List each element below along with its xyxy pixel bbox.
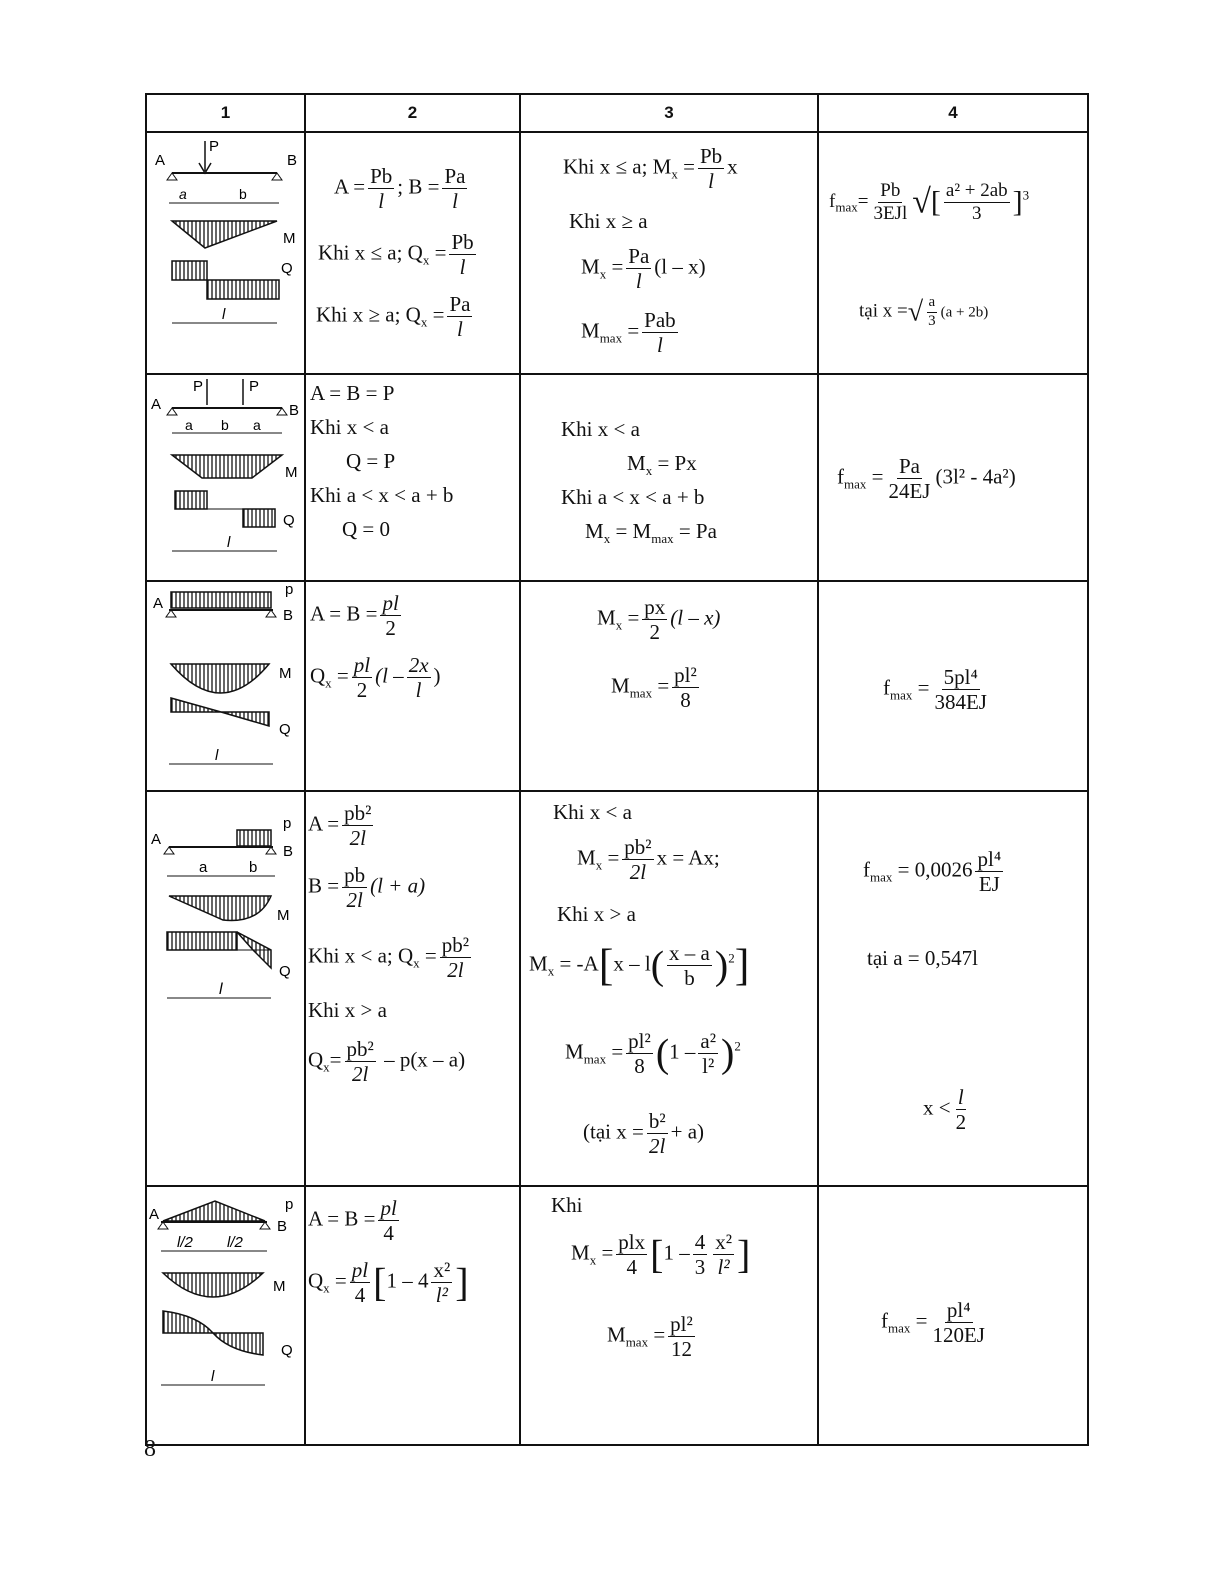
diagram-cell <box>146 581 305 791</box>
segment-b-label: b <box>221 417 229 433</box>
support-b-label: B <box>277 1218 288 1235</box>
moment-max-formula: $M_{max}$ = $\frac{\text{Pab}}{l}$ <box>581 308 676 358</box>
shear-formula: $Q_x$ = $\frac{pl}{4}$ [1 – 4 $\frac{\text{x²}}{\text{l²}}$ ] <box>308 1258 469 1308</box>
header-col2: 2 <box>305 94 520 132</box>
segment-a2-label: a <box>253 417 261 433</box>
length-label: l <box>222 306 226 323</box>
shear-formula-1: Q = P <box>346 449 396 473</box>
table-header <box>146 94 1088 132</box>
shear-condition-1: Khi x < a <box>310 415 389 439</box>
reactions-cell <box>305 374 520 581</box>
shear-formula-2: Q = 0 <box>342 517 391 541</box>
header-col4: 4 <box>818 94 1088 132</box>
beam-diagram-partial-uniform-load <box>147 792 304 1180</box>
moment-cell <box>520 581 818 791</box>
segment-a-label: a <box>179 186 187 202</box>
moment-cell <box>520 374 818 581</box>
moment-formula-2: $M_x = M_{max} = Pa$ <box>585 519 717 547</box>
beam-formula-sheet <box>145 93 1083 1413</box>
moment-condition-2: Khi x > a <box>557 902 636 926</box>
length-label: l <box>211 1368 215 1385</box>
moment-max-formula: $M_{max}$ = $\frac{\text{pl²}}{8}$ <box>611 663 697 713</box>
segment-b-label: b <box>239 186 247 202</box>
moment-formula-2: $M_x$ = $\frac{Pa}{l}$ (l – x) <box>581 244 706 294</box>
shear-formula-2: $Q_x=$ $\frac{\text{pb²}}{2l}$ – p(x – a) <box>308 1037 466 1087</box>
support-a-label: A <box>149 1206 160 1223</box>
table-row <box>146 581 1088 791</box>
segment-1-label: l/2 <box>177 1234 193 1251</box>
load-p-label: P <box>209 138 220 155</box>
beam-diagram-uniform-load <box>147 582 304 785</box>
support-a-label: A <box>155 152 166 169</box>
reaction-formula: A = $\frac{Pb}{l}$ ; B = $\frac{Pa}{l}$ <box>334 164 466 214</box>
beam-diagram-two-point-loads <box>147 375 304 575</box>
page-number: 8 <box>144 1436 156 1462</box>
shear-formula: $Q_x$ = $\frac{pl}{2}$ (l – $\frac{2x}{l}$ ) <box>310 653 441 703</box>
reaction-formula: A = B = $\frac{pl}{2}$ <box>310 591 399 641</box>
deflection-cell <box>818 132 1088 374</box>
reaction-b-formula: B = $\frac{pb}{2l}$ (l + a) <box>308 863 426 913</box>
deflection-location: tại x =√ $\frac{a}{3}$ (a + 2b) <box>859 294 989 329</box>
moment-label: M <box>277 907 290 924</box>
deflection-formula: $f_{max}=$ $\frac{Pb}{\text{3EJl}}$ √[ $\frac{\text{a² + 2ab}}{3}$ ]$^3$ <box>829 180 1030 224</box>
reactions-cell <box>305 1186 520 1445</box>
support-b-label: B <box>289 402 300 419</box>
moment-condition-1: Khi x < a <box>561 417 640 441</box>
moment-formula-1: $M_x = Px$ <box>627 451 697 479</box>
shear-condition-2: Khi a < x < a + b <box>310 483 454 507</box>
deflection-formula: $f_{max}$ = $\frac{\text{5pl⁴}}{384EJ}$ <box>883 665 987 715</box>
shear-condition-2: Khi x > a <box>308 998 387 1022</box>
moment-label: M <box>285 464 298 481</box>
moment-cell <box>520 132 818 374</box>
load-p2-label: P <box>249 378 260 395</box>
deflection-formula: $f_{max} = 0,0026$ $\frac{\text{pl⁴}}{EJ}$ <box>863 847 1002 897</box>
deflection-cell <box>818 791 1088 1186</box>
moment-formula-2: $M_x = -A[x - l$( $\frac{x - a}{b}$ )$^2$] <box>529 940 750 991</box>
reactions-cell <box>305 581 520 791</box>
support-b-label: B <box>283 607 294 624</box>
shear-formula-1: Khi x < a; $Q_x$ = $\frac{\text{pb²}}{2l}$ <box>308 933 470 983</box>
moment-label: M <box>279 665 292 682</box>
shear-label: Q <box>283 512 295 529</box>
table-row <box>146 1186 1088 1445</box>
moment-formula: $M_x$ = $\frac{\text{plx}}{4}$ [1 – $\frac{4}{3}$ $\frac{\text{x²}}{\text{l²}}$ ] <box>571 1230 751 1280</box>
reactions-cell <box>305 791 520 1186</box>
deflection-cell <box>818 581 1088 791</box>
moment-condition-2: Khi x ≥ a <box>569 209 648 233</box>
length-label: l <box>227 534 231 551</box>
beam-formula-table <box>145 93 1089 1446</box>
shear-label: Q <box>281 260 293 277</box>
moment-label: M <box>273 1278 286 1295</box>
deflection-condition: x < $\frac{l}{2}$ <box>923 1085 967 1135</box>
shear-label: Q <box>279 963 291 980</box>
reaction-formula: A = B = $\frac{pl}{4}$ <box>308 1196 397 1246</box>
reactions-cell <box>305 132 520 374</box>
table-row <box>146 132 1088 374</box>
load-p1-label: P <box>193 378 204 395</box>
header-col1: 1 <box>146 94 305 132</box>
moment-condition: Khi <box>551 1193 583 1217</box>
moment-formula-1: $M_x$ = $\frac{\text{pb²}}{2l}$ x = Ax; <box>577 835 720 885</box>
deflection-cell <box>818 1186 1088 1445</box>
table-row <box>146 374 1088 581</box>
support-b-label: B <box>287 152 298 169</box>
load-p-label: p <box>285 582 294 598</box>
reaction-a-formula: A = $\frac{\text{pb²}}{2l}$ <box>308 801 372 851</box>
moment-label: M <box>283 230 296 247</box>
segment-b-label: b <box>249 859 258 876</box>
support-b-label: B <box>283 843 294 860</box>
moment-max-formula: $M_{max}$ = $\frac{\text{pl²}}{12}$ <box>607 1312 693 1362</box>
support-a-label: A <box>151 831 162 848</box>
segment-a-label: a <box>199 859 208 876</box>
load-p-label: p <box>285 1196 294 1213</box>
moment-max-formula: $M_{max}$ = $\frac{\text{pl²}}{8}$ (1 – $\frac{\text{a²}}{\text{l²}}$ )$^2$ <box>565 1029 741 1079</box>
shear-label: Q <box>279 721 291 738</box>
moment-cell <box>520 791 818 1186</box>
support-a-label: A <box>153 595 164 612</box>
header-col3: 3 <box>520 94 818 132</box>
segment-a-label: a <box>185 417 193 433</box>
deflection-location: tại a = 0,547l <box>867 946 978 970</box>
beam-diagram-triangular-load <box>147 1187 304 1439</box>
deflection-formula: $f_{max}$ = $\frac{\text{pl⁴}}{120EJ}$ <box>881 1298 985 1348</box>
moment-formula: $M_x$ = $\frac{px}{2}$ (l – x) <box>597 595 721 645</box>
diagram-cell <box>146 1186 305 1445</box>
table-row <box>146 791 1088 1186</box>
shear-label: Q <box>281 1342 293 1359</box>
diagram-cell <box>146 791 305 1186</box>
diagram-cell <box>146 132 305 374</box>
moment-max-location: (tại x = $\frac{\text{b²}}{2l}$ + a) <box>583 1109 705 1159</box>
moment-formula-1: Khi x ≤ a; $M_x$ = $\frac{Pb}{l}$ x <box>563 144 738 194</box>
moment-condition-1: Khi x < a <box>553 800 632 824</box>
diagram-cell <box>146 374 305 581</box>
deflection-cell <box>818 374 1088 581</box>
load-p-label: p <box>283 815 292 832</box>
moment-condition-2: Khi a < x < a + b <box>561 485 705 509</box>
moment-cell <box>520 1186 818 1445</box>
length-label: l <box>219 981 223 998</box>
reaction-formula: A = B = P <box>310 381 395 405</box>
length-label: l <box>215 747 219 764</box>
deflection-formula: $f_{max}$ = $\frac{Pa}{24EJ}$ (3l² - 4a²) <box>837 454 1016 504</box>
segment-2-label: l/2 <box>227 1234 243 1251</box>
shear-formula-2: Khi x ≥ a; $Q_x$ = $\frac{Pa}{l}$ <box>316 292 471 342</box>
support-a-label: A <box>151 396 162 413</box>
beam-diagram-point-load <box>147 133 304 368</box>
shear-formula-1: Khi x ≤ a; $Q_x$ = $\frac{Pb}{l}$ <box>318 230 474 280</box>
